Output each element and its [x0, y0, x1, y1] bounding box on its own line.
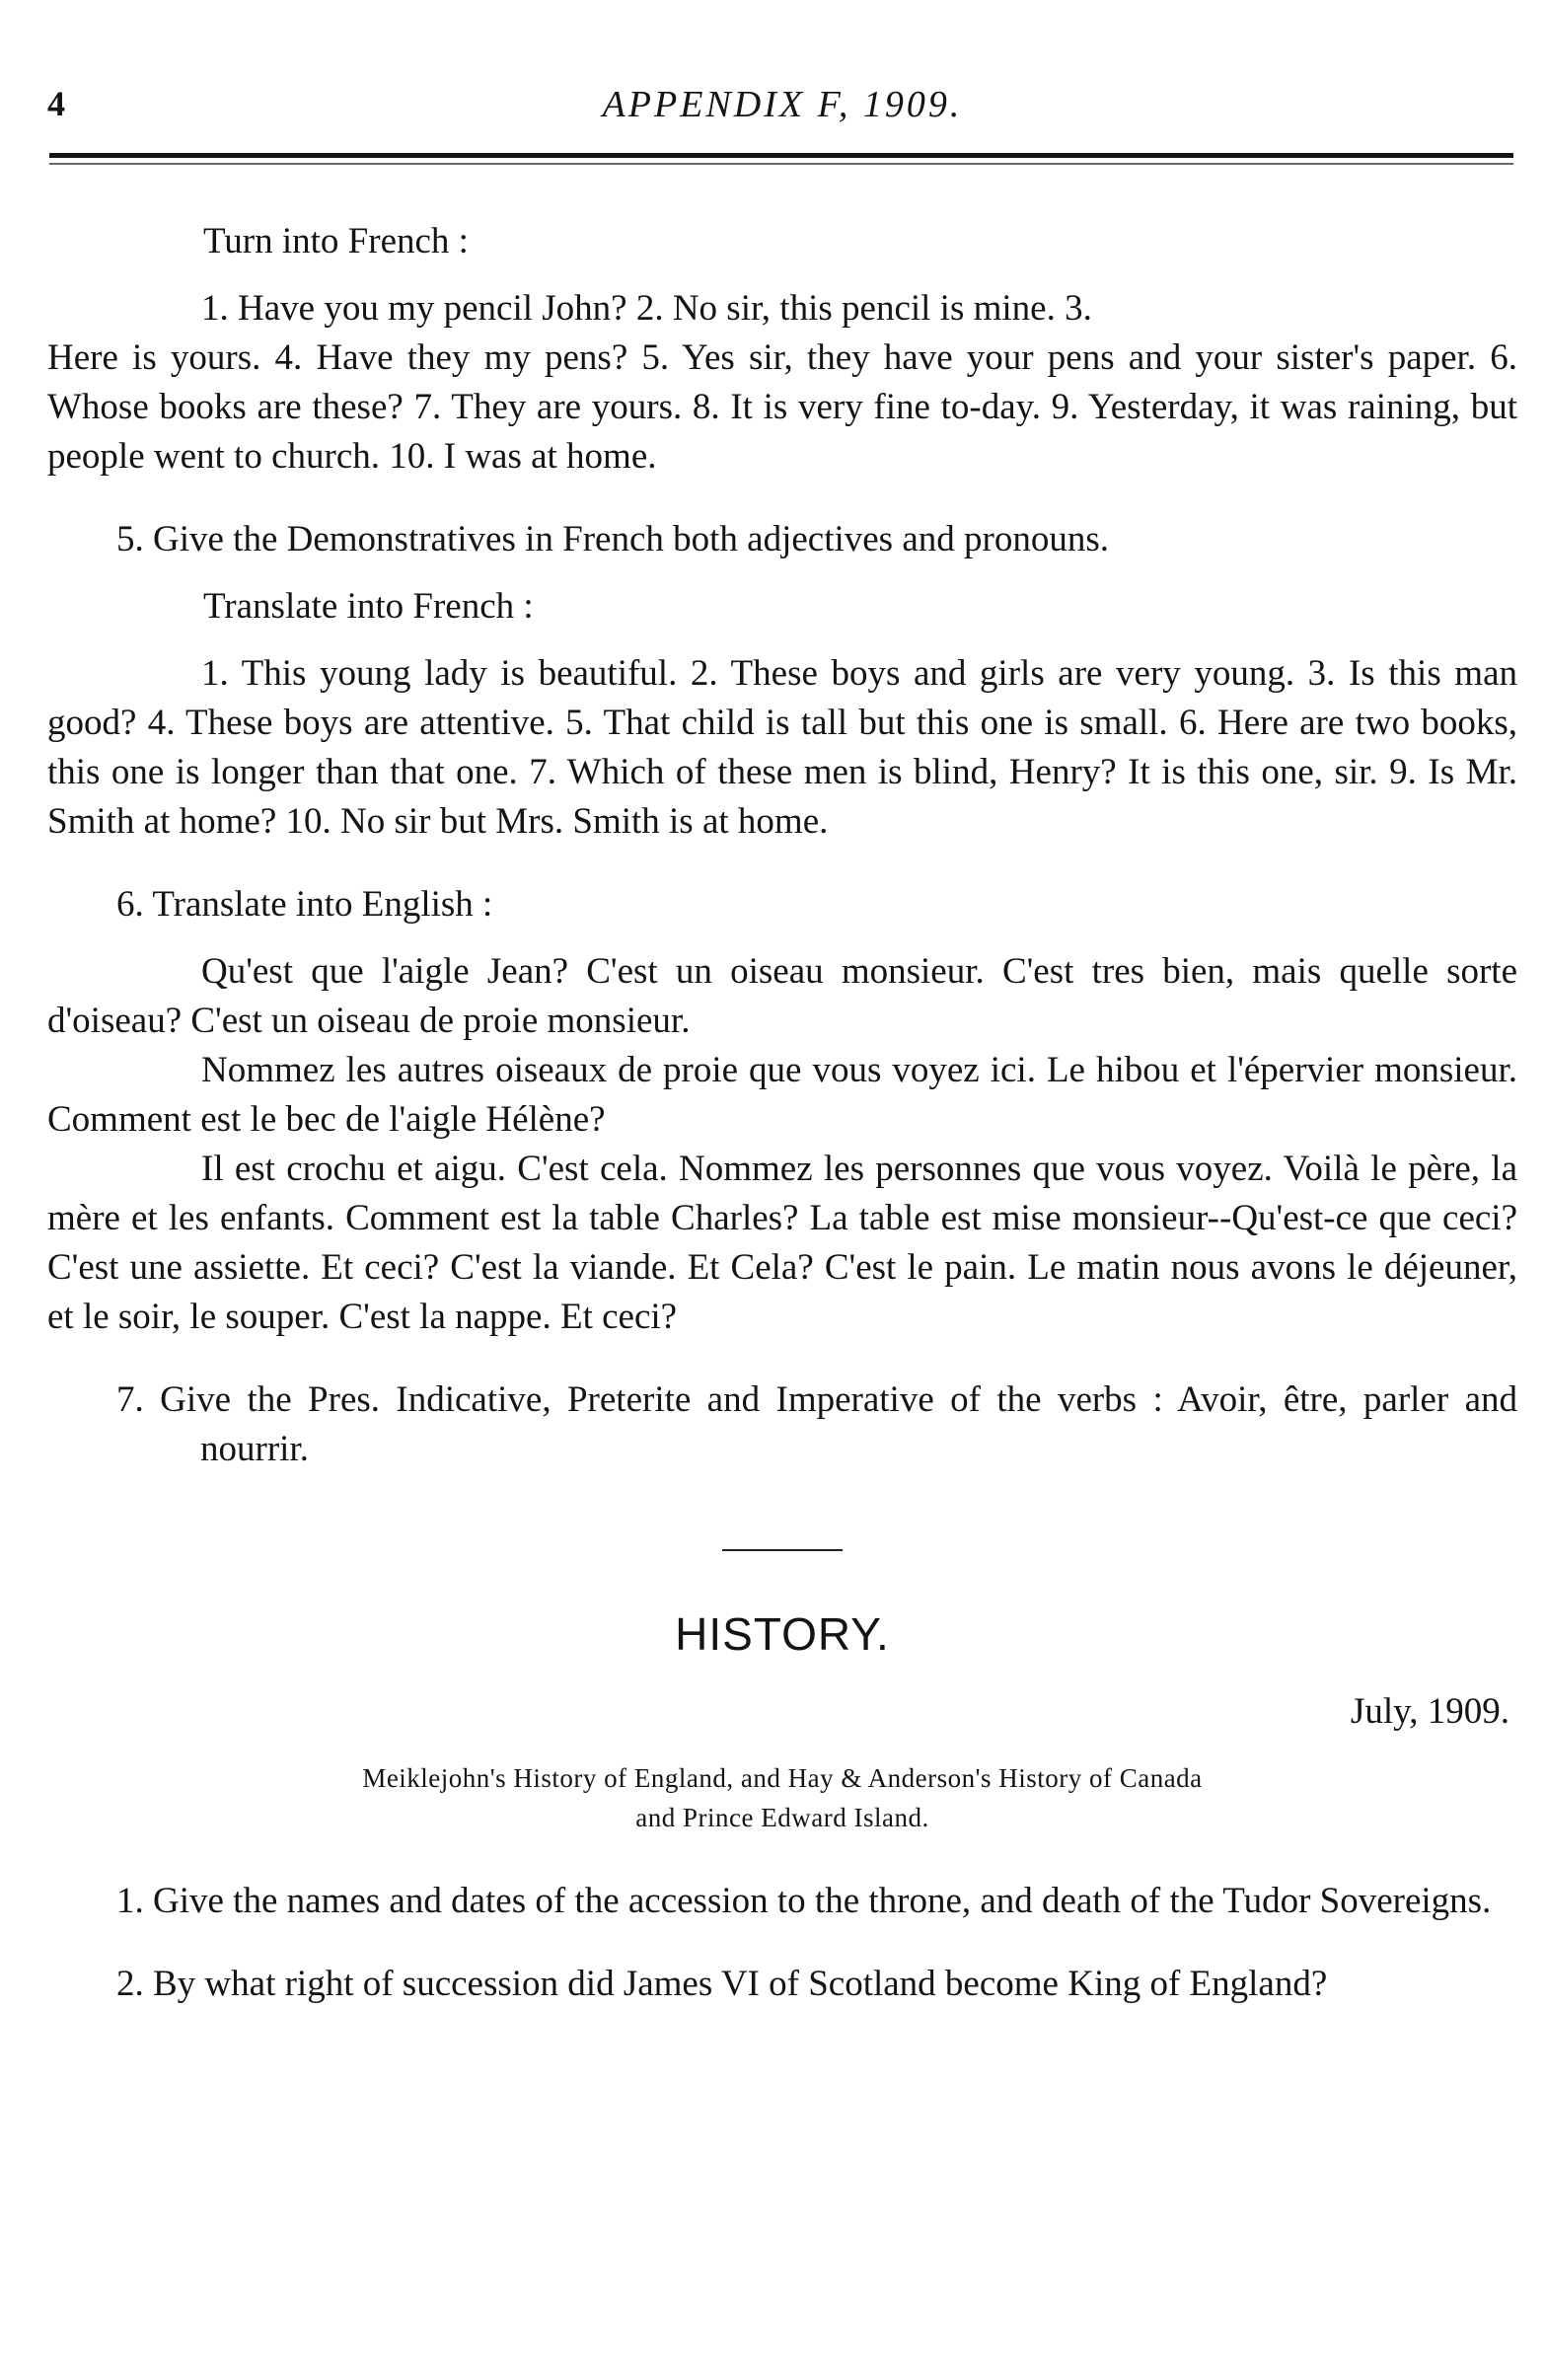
question-7: 7. Give the Pres. Indicative, Preterite and Imperative of the verbs : Avoir, être, parler and nourrir.: [116, 1379, 1517, 1469]
question-6: 6. Translate into English :: [116, 884, 493, 925]
translate-into-french-label: Translate into French :: [203, 586, 534, 627]
page-header: [47, 77, 1517, 136]
history-question-1: 1. Give the names and dates of the accession to the throne, and death of the Tudor Sovereigns.: [116, 1881, 1492, 1921]
turn-into-french-label: Turn into French :: [203, 221, 469, 261]
running-head: APPENDIX F, 1909.: [602, 84, 963, 125]
section-title: HISTORY.: [675, 1608, 890, 1660]
turn-into-french-first-line: 1. Have you my pencil John? 2. No sir, this pencil is mine. 3.: [201, 288, 1092, 329]
french-passage-paragraph: Il est crochu et aigu. C'est cela. Nommez les personnes que vous voyez. Voilà le père, la mère et les enfants. Comment est la table Charles? La table est mise monsieur--Qu'est-ce que ceci? C'est une assiette. Et ceci? C'est la viande. Et Cela? C'est le pain. Le matin nous avons le déjeuner, et le soir, le souper. C'est la nappe. Et ceci?: [47, 1149, 1517, 1337]
exam-date: July, 1909.: [1350, 1691, 1509, 1732]
french-passage-paragraph: Qu'est que l'aigle Jean? C'est un oiseau monsieur. C'est tres bien, mais quelle sorte d'oiseau? C'est un oiseau de proie monsieur.: [47, 951, 1517, 1041]
turn-into-french-sentences: Here is yours. 4. Have they my pens? 5. Yes sir, they have your pens and your sister's paper. 6. Whose books are these? 7. They are yours. 8. It is very fine to-day. 9. Yesterday, it was raining, but people went to church. 10. I was at home.: [47, 337, 1517, 477]
sources-line: Meiklejohn's History of England, and Hay & Anderson's History of Canada: [362, 1763, 1203, 1793]
section-divider: [722, 1549, 843, 1551]
header-rule: [49, 153, 1513, 158]
question-5: 5. Give the Demonstratives in French both adjectives and pronouns.: [116, 519, 1109, 559]
textbook-sources: [47, 1758, 1517, 1837]
french-passage-paragraph: Nommez les autres oiseaux de proie que vous voyez ici. Le hibou et l'épervier monsieur. Comment est le bec de l'aigle Hélène?: [47, 1050, 1517, 1140]
history-question-2: 2. By what right of succession did James VI of Scotland become King of England?: [116, 1964, 1328, 2004]
exam-page: [47, 0, 1517, 2380]
page-body: [47, 217, 1517, 2009]
page-number: 4: [47, 84, 65, 123]
sources-line: and Prince Edward Island.: [635, 1803, 929, 1832]
header-rule-thin: [49, 163, 1513, 165]
translate-into-french-sentences: 1. This young lady is beautiful. 2. These boys and girls are very young. 3. Is this man good? 4. These boys are attentive. 5. That child is tall but this one is small. 6. Here are two books, this one is longer than that one. 7. Which of these men is blind, Henry? It is this one, sir. 9. Is Mr. Smith at home? 10. No sir but Mrs. Smith is at home.: [47, 653, 1517, 842]
